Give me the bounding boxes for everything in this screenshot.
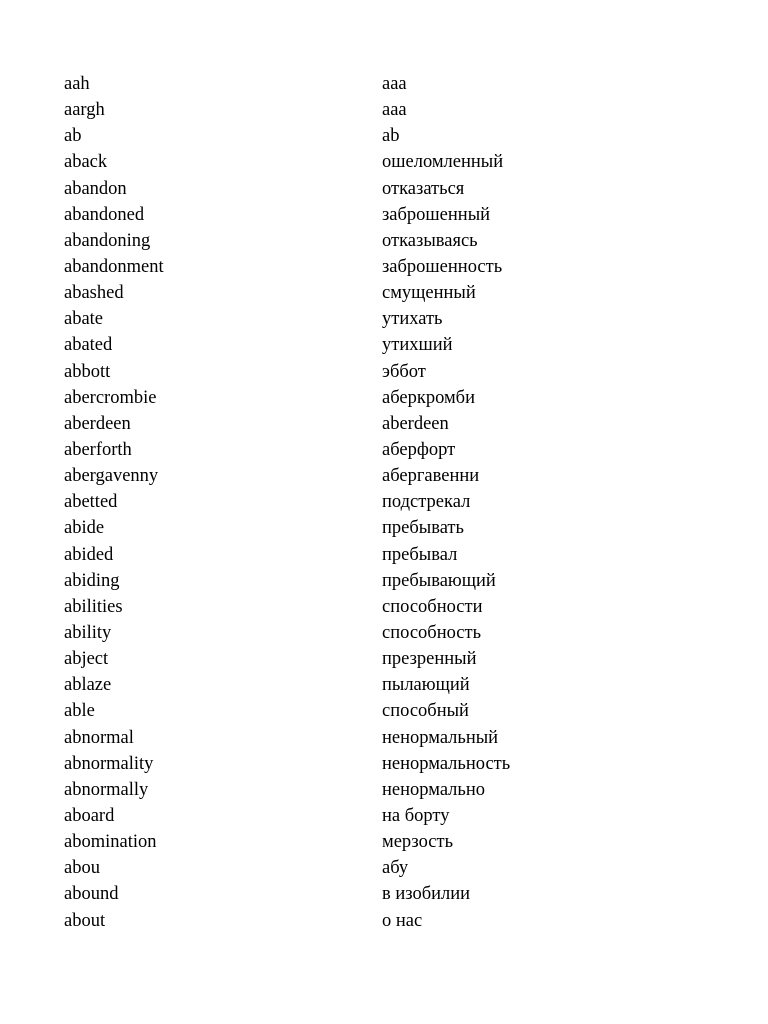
- russian-translation: эббот: [382, 361, 426, 382]
- word-row: [64, 359, 724, 385]
- russian-translation: заброшенность: [382, 256, 503, 277]
- russian-translation: ненормально: [382, 779, 486, 800]
- english-word: abate: [64, 309, 104, 330]
- english-word: abou: [64, 858, 100, 879]
- english-word: abercrombie: [64, 387, 157, 408]
- english-word: abated: [64, 335, 113, 356]
- english-word: aargh: [64, 100, 105, 121]
- english-word: ablaze: [64, 675, 112, 696]
- russian-translation: ошеломленный: [382, 152, 504, 173]
- english-word: abiding: [64, 570, 120, 591]
- english-word: abnormal: [64, 727, 134, 748]
- word-row: [64, 306, 724, 332]
- word-row: [64, 254, 724, 280]
- english-word: abandoning: [64, 230, 151, 251]
- russian-translation: пылающий: [382, 675, 470, 696]
- english-word: ability: [64, 622, 112, 643]
- word-row: [64, 908, 724, 934]
- word-row: [64, 594, 724, 620]
- word-row: [64, 803, 724, 829]
- russian-translation: способности: [382, 596, 483, 617]
- word-row: [64, 881, 724, 907]
- russian-translation: утихший: [382, 335, 453, 356]
- english-word: aberdeen: [64, 413, 131, 434]
- english-word: abandoned: [64, 204, 145, 225]
- word-row: [64, 149, 724, 175]
- word-row: [64, 672, 724, 698]
- english-word: about: [64, 910, 106, 931]
- russian-translation: ненормальный: [382, 727, 499, 748]
- russian-translation: ненормальность: [382, 753, 511, 774]
- english-word: aah: [64, 74, 90, 94]
- russian-translation: презренный: [382, 649, 477, 670]
- word-row: [64, 437, 724, 463]
- english-word: abandonment: [64, 256, 164, 277]
- english-word: abetted: [64, 492, 118, 513]
- russian-translation: смущенный: [382, 283, 476, 304]
- english-word: abergavenny: [64, 466, 159, 487]
- word-row: [64, 332, 724, 358]
- russian-translation: на борту: [382, 805, 450, 826]
- english-word: aback: [64, 152, 108, 173]
- word-row: [64, 123, 724, 149]
- word-row: [64, 228, 724, 254]
- english-word: ab: [64, 126, 82, 147]
- word-row: [64, 620, 724, 646]
- russian-translation: способный: [382, 701, 469, 722]
- russian-translation: мерзость: [382, 832, 454, 853]
- russian-translation: пребывающий: [382, 570, 496, 591]
- word-row: [64, 777, 724, 803]
- word-row: [64, 176, 724, 202]
- word-row: [64, 97, 724, 123]
- russian-translation: пребывать: [382, 518, 464, 539]
- word-row: [64, 411, 724, 437]
- word-row: [64, 542, 724, 568]
- word-row: [64, 71, 724, 97]
- russian-translation: абергавенни: [382, 466, 480, 487]
- word-row: [64, 568, 724, 594]
- word-row: [64, 515, 724, 541]
- russian-translation: отказаться: [382, 178, 465, 199]
- russian-translation: подстрекал: [382, 492, 471, 513]
- english-word: abject: [64, 649, 109, 670]
- word-row: [64, 829, 724, 855]
- russian-translation: ab: [382, 126, 400, 147]
- english-word: abide: [64, 518, 105, 539]
- russian-translation: абу: [382, 858, 409, 879]
- english-word: abomination: [64, 832, 157, 853]
- english-word: abashed: [64, 283, 124, 304]
- russian-translation: ааа: [382, 74, 407, 94]
- english-word: aberforth: [64, 439, 132, 460]
- word-row: [64, 489, 724, 515]
- english-word: abandon: [64, 178, 127, 199]
- english-word: abilities: [64, 596, 123, 617]
- russian-translation: в изобилии: [382, 884, 471, 905]
- russian-translation: утихать: [382, 309, 443, 330]
- russian-translation: аберфорт: [382, 439, 456, 460]
- russian-translation: пребывал: [382, 544, 458, 565]
- word-row: [64, 202, 724, 228]
- english-word: abnormally: [64, 779, 149, 800]
- russian-translation: о нас: [382, 910, 423, 931]
- russian-translation: способность: [382, 622, 482, 643]
- english-word: abbott: [64, 361, 111, 382]
- english-word: aboard: [64, 805, 115, 826]
- english-word: abided: [64, 544, 114, 565]
- word-row: [64, 385, 724, 411]
- word-row: [64, 855, 724, 881]
- russian-translation: аберкромби: [382, 387, 475, 408]
- english-word: able: [64, 701, 95, 722]
- russian-translation: aberdeen: [382, 413, 449, 434]
- word-row: [64, 725, 724, 751]
- word-row: [64, 463, 724, 489]
- word-row: [64, 698, 724, 724]
- russian-translation: заброшенный: [382, 204, 491, 225]
- word-row: [64, 646, 724, 672]
- word-list: [64, 71, 724, 934]
- russian-translation: ааа: [382, 100, 407, 121]
- english-word: abound: [64, 884, 119, 905]
- word-row: [64, 751, 724, 777]
- russian-translation: отказываясь: [382, 230, 478, 251]
- word-row: [64, 280, 724, 306]
- english-word: abnormality: [64, 753, 154, 774]
